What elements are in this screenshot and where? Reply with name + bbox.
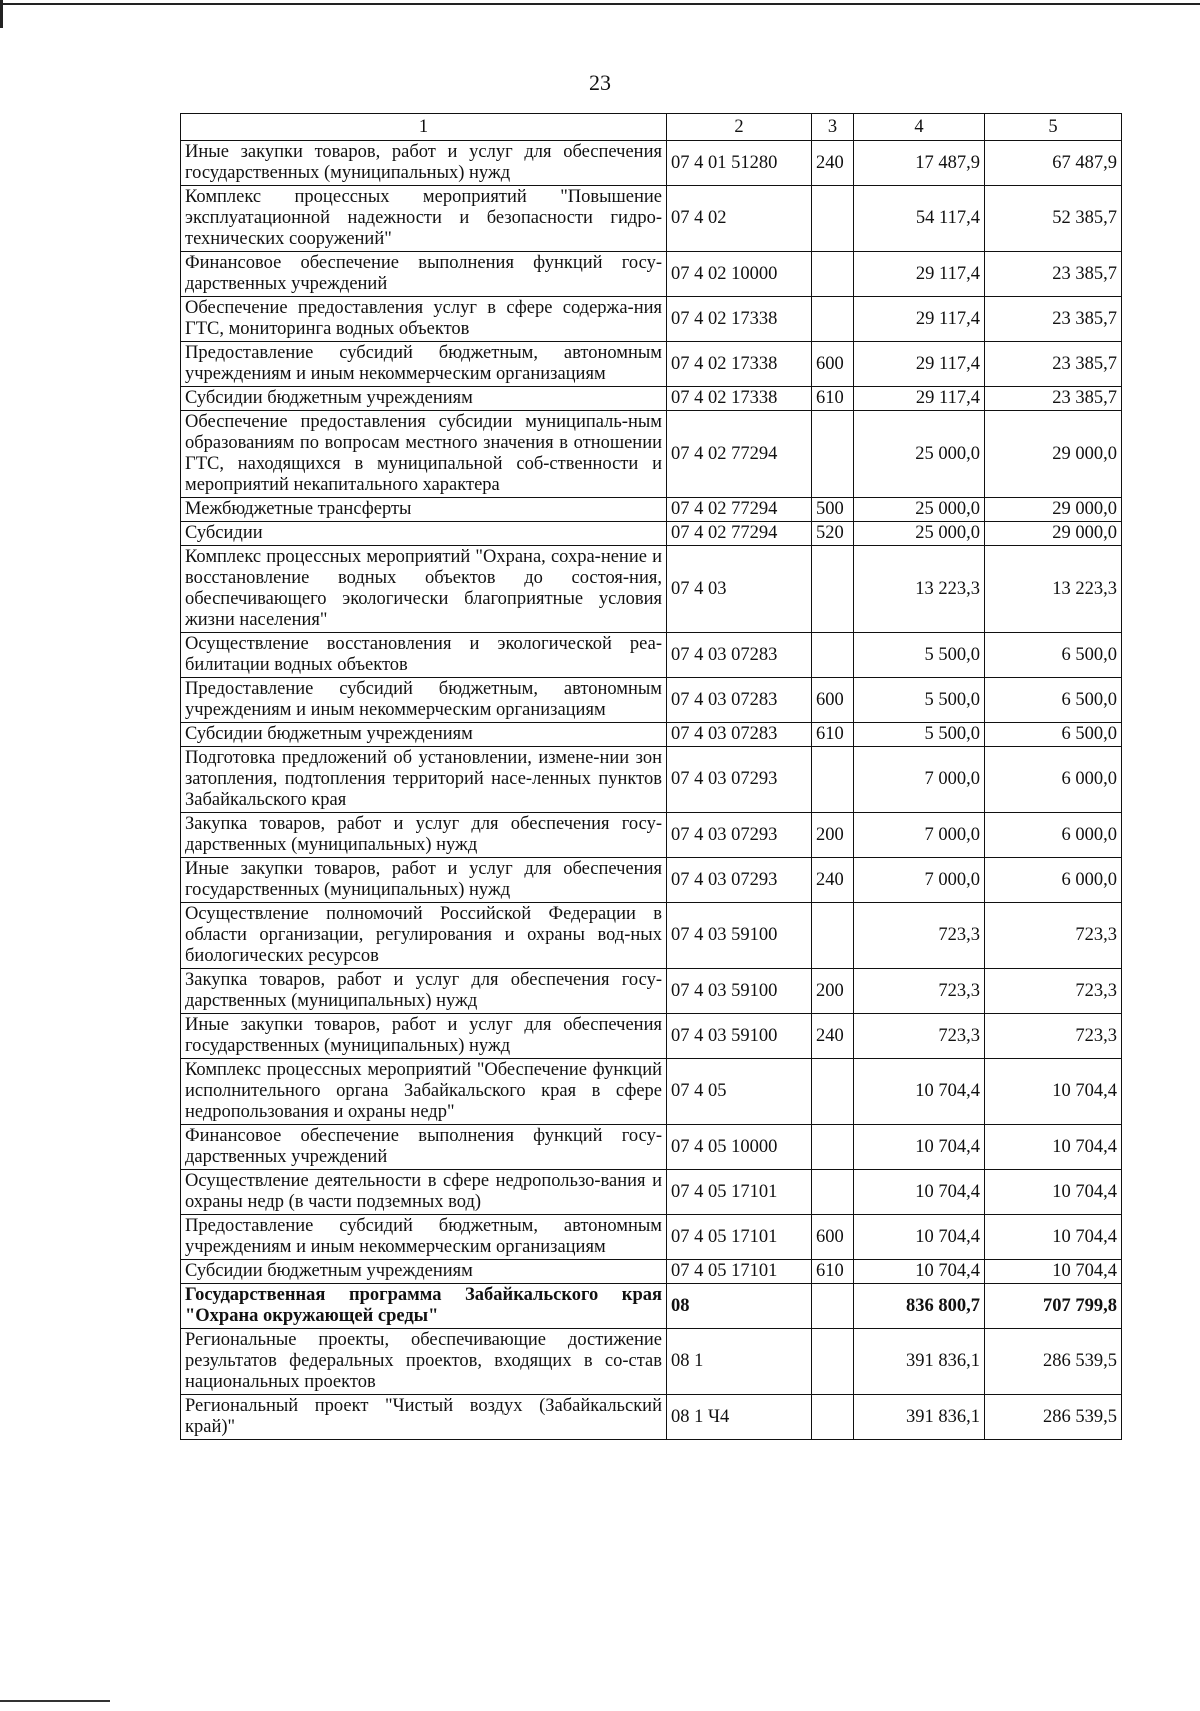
table-row: [181, 522, 1122, 546]
row-value-col4-cell: 5 500,0: [854, 678, 985, 723]
row-value-col4-cell: 723,3: [854, 1014, 985, 1059]
row-type-cell: [812, 1395, 854, 1440]
row-type-cell: [812, 411, 854, 498]
row-type-cell: 240: [812, 858, 854, 903]
scan-bottom-rule: [0, 1700, 110, 1702]
row-value-col4-cell: 723,3: [854, 969, 985, 1014]
table-row: [181, 297, 1122, 342]
row-name-cell: Закупка товаров, работ и услуг для обеспечения госу-дарственных (муниципальных) нужд: [181, 969, 667, 1014]
row-type-cell: 610: [812, 723, 854, 747]
table-row: [181, 1329, 1122, 1395]
row-value-col5-cell: 67 487,9: [985, 141, 1122, 186]
row-name-cell: Межбюджетные трансферты: [181, 498, 667, 522]
table-row: [181, 498, 1122, 522]
table-row: [181, 678, 1122, 723]
row-name-cell: Государственная программа Забайкальского края "Охрана окружающей среды": [181, 1284, 667, 1329]
row-type-cell: [812, 1059, 854, 1125]
row-code-cell: 07 4 03 07283: [667, 678, 812, 723]
row-code-cell: 07 4 05 17101: [667, 1215, 812, 1260]
row-type-cell: [812, 186, 854, 252]
row-type-cell: [812, 747, 854, 813]
row-name-cell: Финансовое обеспечение выполнения функций госу-дарственных учреждений: [181, 252, 667, 297]
row-value-col5-cell: 10 704,4: [985, 1170, 1122, 1215]
table-row: [181, 411, 1122, 498]
row-name-cell: Иные закупки товаров, работ и услуг для обеспечения государственных (муниципальных) нужд: [181, 1014, 667, 1059]
row-value-col4-cell: 29 117,4: [854, 297, 985, 342]
row-code-cell: 08: [667, 1284, 812, 1329]
row-value-col5-cell: 10 704,4: [985, 1125, 1122, 1170]
table-row: [181, 633, 1122, 678]
table-row: [181, 546, 1122, 633]
row-type-cell: [812, 903, 854, 969]
row-code-cell: 07 4 03 07283: [667, 723, 812, 747]
row-value-col4-cell: 5 500,0: [854, 723, 985, 747]
table-row: [181, 141, 1122, 186]
row-value-col4-cell: 10 704,4: [854, 1260, 985, 1284]
column-header: 5: [985, 114, 1122, 141]
row-name-cell: Предоставление субсидий бюджетным, автономным учреждениям и иным некоммерческим организациям: [181, 678, 667, 723]
table-row: [181, 252, 1122, 297]
row-value-col4-cell: 836 800,7: [854, 1284, 985, 1329]
row-value-col5-cell: 23 385,7: [985, 252, 1122, 297]
row-code-cell: 07 4 03 07283: [667, 633, 812, 678]
row-value-col5-cell: 6 500,0: [985, 723, 1122, 747]
row-name-cell: Осуществление деятельности в сфере недропользо-вания и охраны недр (в части подземных вод): [181, 1170, 667, 1215]
row-code-cell: 07 4 05: [667, 1059, 812, 1125]
row-name-cell: Обеспечение предоставления субсидии муниципаль-ным образованиям по вопросам местного значения в отношении ГТС, находящихся в муниципальной соб-ственности и мероприятий некапитального характера: [181, 411, 667, 498]
row-code-cell: 07 4 03 59100: [667, 903, 812, 969]
row-value-col5-cell: 13 223,3: [985, 546, 1122, 633]
row-code-cell: 07 4 02 77294: [667, 411, 812, 498]
row-value-col5-cell: 6 000,0: [985, 813, 1122, 858]
row-type-cell: 610: [812, 1260, 854, 1284]
row-name-cell: Региональные проекты, обеспечивающие достижение результатов федеральных проектов, входящих в со-став национальных проектов: [181, 1329, 667, 1395]
row-type-cell: 520: [812, 522, 854, 546]
row-type-cell: [812, 297, 854, 342]
row-value-col4-cell: 29 117,4: [854, 387, 985, 411]
row-name-cell: Иные закупки товаров, работ и услуг для обеспечения государственных (муниципальных) нужд: [181, 858, 667, 903]
row-code-cell: 07 4 03 59100: [667, 1014, 812, 1059]
row-name-cell: Предоставление субсидий бюджетным, автономным учреждениям и иным некоммерческим организациям: [181, 342, 667, 387]
row-name-cell: Комплекс процессных мероприятий "Повышение эксплуатационной надежности и безопасности гидро-технических сооружений": [181, 186, 667, 252]
row-type-cell: [812, 1170, 854, 1215]
row-type-cell: [812, 252, 854, 297]
row-value-col5-cell: 6 500,0: [985, 678, 1122, 723]
row-code-cell: 07 4 02 77294: [667, 522, 812, 546]
row-value-col5-cell: 723,3: [985, 969, 1122, 1014]
row-value-col4-cell: 25 000,0: [854, 498, 985, 522]
row-type-cell: 240: [812, 141, 854, 186]
row-name-cell: Региональный проект "Чистый воздух (Забайкальский край)": [181, 1395, 667, 1440]
row-value-col4-cell: 723,3: [854, 903, 985, 969]
page-number: 23: [589, 70, 611, 95]
row-value-col5-cell: 29 000,0: [985, 411, 1122, 498]
table-row: [181, 387, 1122, 411]
row-code-cell: 07 4 01 51280: [667, 141, 812, 186]
row-value-col5-cell: 707 799,8: [985, 1284, 1122, 1329]
row-type-cell: [812, 1329, 854, 1395]
table-row: [181, 1059, 1122, 1125]
row-value-col5-cell: 10 704,4: [985, 1215, 1122, 1260]
row-name-cell: Закупка товаров, работ и услуг для обеспечения госу-дарственных (муниципальных) нужд: [181, 813, 667, 858]
table-row: [181, 1014, 1122, 1059]
table-row: [181, 723, 1122, 747]
row-name-cell: Обеспечение предоставления услуг в сфере содержа-ния ГТС, мониторинга водных объектов: [181, 297, 667, 342]
row-name-cell: Иные закупки товаров, работ и услуг для обеспечения государственных (муниципальных) нужд: [181, 141, 667, 186]
row-value-col5-cell: 23 385,7: [985, 342, 1122, 387]
table-row: [181, 1215, 1122, 1260]
row-type-cell: 600: [812, 678, 854, 723]
row-code-cell: 07 4 02 10000: [667, 252, 812, 297]
row-value-col4-cell: 10 704,4: [854, 1170, 985, 1215]
row-value-col4-cell: 10 704,4: [854, 1215, 985, 1260]
row-name-cell: Осуществление восстановления и экологической реа-билитации водных объектов: [181, 633, 667, 678]
row-name-cell: Финансовое обеспечение выполнения функций госу-дарственных учреждений: [181, 1125, 667, 1170]
row-code-cell: 08 1: [667, 1329, 812, 1395]
row-type-cell: 600: [812, 342, 854, 387]
table-row: [181, 1125, 1122, 1170]
row-value-col5-cell: 10 704,4: [985, 1260, 1122, 1284]
header-row: [181, 114, 1122, 141]
row-type-cell: 600: [812, 1215, 854, 1260]
column-header: 2: [667, 114, 812, 141]
row-value-col4-cell: 25 000,0: [854, 411, 985, 498]
row-name-cell: Субсидии бюджетным учреждениям: [181, 387, 667, 411]
row-value-col5-cell: 29 000,0: [985, 522, 1122, 546]
table-row: [181, 747, 1122, 813]
row-type-cell: 200: [812, 813, 854, 858]
row-name-cell: Подготовка предложений об установлении, измене-нии зон затопления, подтопления территорий насе-ленных пунктов Забайкальского края: [181, 747, 667, 813]
row-code-cell: 07 4 03 07293: [667, 858, 812, 903]
table-row: [181, 1170, 1122, 1215]
row-code-cell: 07 4 03 07293: [667, 747, 812, 813]
row-value-col5-cell: 723,3: [985, 1014, 1122, 1059]
table-row: [181, 1260, 1122, 1284]
row-type-cell: 610: [812, 387, 854, 411]
row-value-col5-cell: 723,3: [985, 903, 1122, 969]
table-row: [181, 342, 1122, 387]
table-row: [181, 813, 1122, 858]
row-value-col4-cell: 7 000,0: [854, 813, 985, 858]
row-code-cell: 07 4 02 17338: [667, 387, 812, 411]
row-code-cell: 07 4 02 17338: [667, 297, 812, 342]
table-row: [181, 186, 1122, 252]
row-value-col5-cell: 6 000,0: [985, 747, 1122, 813]
scan-top-rule: [0, 3, 1200, 5]
row-type-cell: [812, 546, 854, 633]
row-value-col5-cell: 6 500,0: [985, 633, 1122, 678]
row-name-cell: Осуществление полномочий Российской Федерации в области организации, регулирования и охраны вод-ных биологических ресурсов: [181, 903, 667, 969]
row-code-cell: 07 4 02 77294: [667, 498, 812, 522]
table-row: [181, 1284, 1122, 1329]
row-name-cell: Субсидии: [181, 522, 667, 546]
row-code-cell: 07 4 03 59100: [667, 969, 812, 1014]
row-type-cell: [812, 1125, 854, 1170]
row-name-cell: Комплекс процессных мероприятий "Охрана, сохра-нение и восстановление водных объектов до состоя-ния, обеспечивающего экологически благоприятные условия жизни населения": [181, 546, 667, 633]
row-value-col4-cell: 10 704,4: [854, 1125, 985, 1170]
row-name-cell: Субсидии бюджетным учреждениям: [181, 723, 667, 747]
row-value-col4-cell: 25 000,0: [854, 522, 985, 546]
row-type-cell: 200: [812, 969, 854, 1014]
row-value-col5-cell: 10 704,4: [985, 1059, 1122, 1125]
row-value-col5-cell: 286 539,5: [985, 1395, 1122, 1440]
row-value-col5-cell: 286 539,5: [985, 1329, 1122, 1395]
row-value-col5-cell: 52 385,7: [985, 186, 1122, 252]
row-code-cell: 07 4 03 07293: [667, 813, 812, 858]
row-type-cell: 500: [812, 498, 854, 522]
row-code-cell: 07 4 05 17101: [667, 1260, 812, 1284]
row-code-cell: 07 4 05 10000: [667, 1125, 812, 1170]
row-value-col4-cell: 13 223,3: [854, 546, 985, 633]
row-value-col4-cell: 17 487,9: [854, 141, 985, 186]
row-value-col5-cell: 29 000,0: [985, 498, 1122, 522]
row-code-cell: 07 4 05 17101: [667, 1170, 812, 1215]
row-code-cell: 07 4 02: [667, 186, 812, 252]
row-value-col5-cell: 23 385,7: [985, 297, 1122, 342]
row-value-col4-cell: 7 000,0: [854, 747, 985, 813]
row-value-col5-cell: 6 000,0: [985, 858, 1122, 903]
row-value-col5-cell: 23 385,7: [985, 387, 1122, 411]
row-type-cell: [812, 1284, 854, 1329]
table-row: [181, 969, 1122, 1014]
row-code-cell: 07 4 03: [667, 546, 812, 633]
row-value-col4-cell: 29 117,4: [854, 252, 985, 297]
table-body: [181, 141, 1122, 1440]
table-row: [181, 1395, 1122, 1440]
table-row: [181, 858, 1122, 903]
row-name-cell: Субсидии бюджетным учреждениям: [181, 1260, 667, 1284]
row-value-col4-cell: 5 500,0: [854, 633, 985, 678]
row-type-cell: 240: [812, 1014, 854, 1059]
row-code-cell: 07 4 02 17338: [667, 342, 812, 387]
row-value-col4-cell: 7 000,0: [854, 858, 985, 903]
column-header: 4: [854, 114, 985, 141]
column-header: 1: [181, 114, 667, 141]
row-value-col4-cell: 391 836,1: [854, 1395, 985, 1440]
column-header: 3: [812, 114, 854, 141]
row-value-col4-cell: 391 836,1: [854, 1329, 985, 1395]
row-code-cell: 08 1 Ч4: [667, 1395, 812, 1440]
row-value-col4-cell: 54 117,4: [854, 186, 985, 252]
row-type-cell: [812, 633, 854, 678]
row-name-cell: Предоставление субсидий бюджетным, автономным учреждениям и иным некоммерческим организациям: [181, 1215, 667, 1260]
table-row: [181, 903, 1122, 969]
budget-table: [180, 113, 1122, 1440]
row-name-cell: Комплекс процессных мероприятий "Обеспечение функций исполнительного органа Забайкальского края в сфере недропользования и охраны недр": [181, 1059, 667, 1125]
row-value-col4-cell: 29 117,4: [854, 342, 985, 387]
row-value-col4-cell: 10 704,4: [854, 1059, 985, 1125]
